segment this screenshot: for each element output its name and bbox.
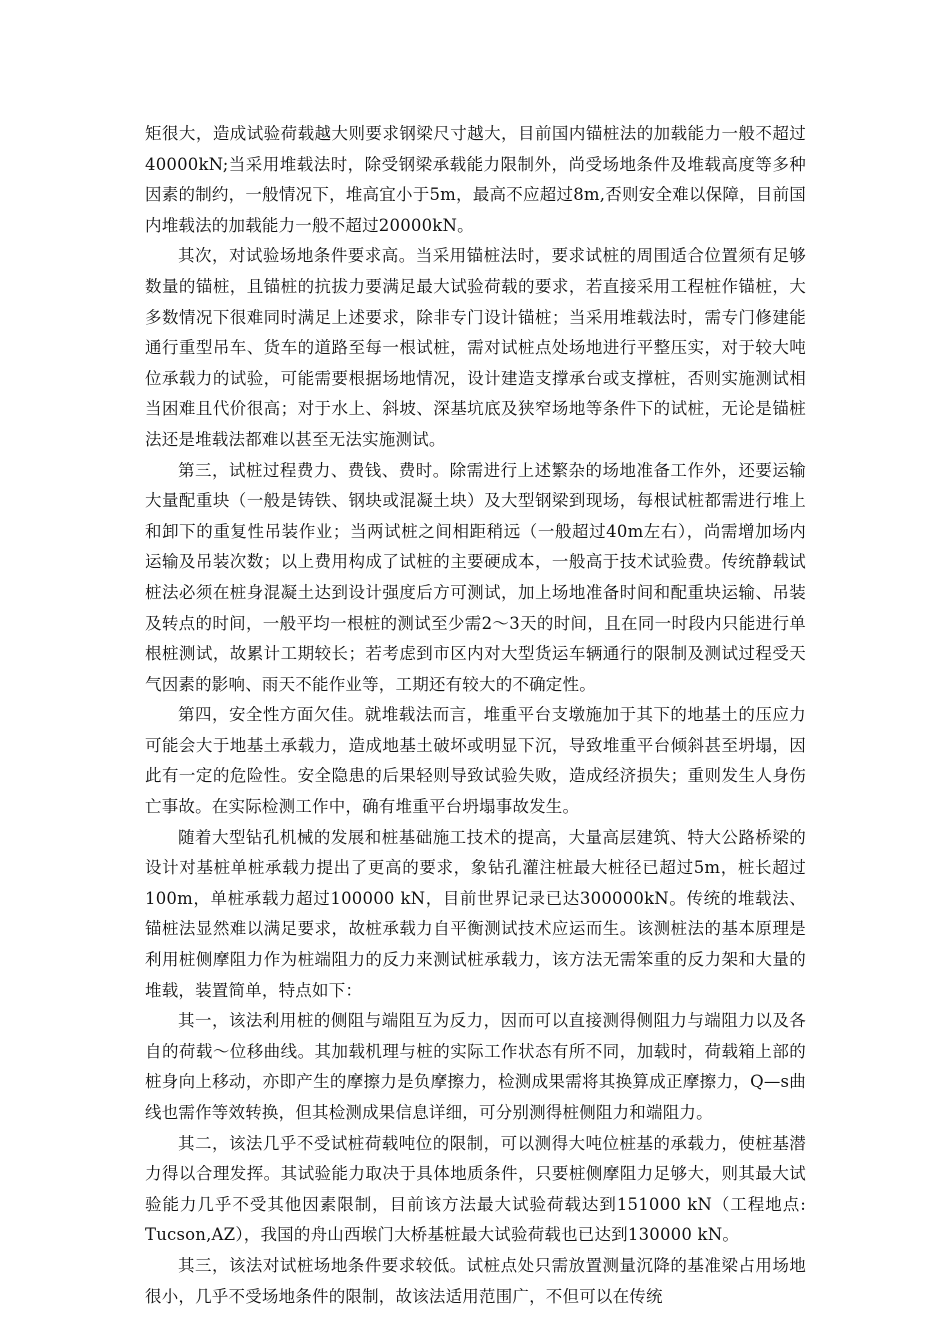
paragraph-2: 其次，对试验场地条件要求高。当采用锚桩法时，要求试桩的周围适合位置须有足够数量的锚桩，且锚桩的抗拔力要满足最大试验荷载的要求，若直接采用工程桩作锚桩，大多数情况下很难同时满足上述要求，除非专门设计锚桩；当采用堆载法时，需专门修建能通行重型吊车、货车的道路至每一根试桩，需对试桩点处场地进行平整压实，对于较大吨位承载力的试验，可能需要根据场地情况，设计建造支撑承台或支撑桩，否则实施测试相当困难且代价很高；对于水上、斜坡、深基坑底及狭窄场地等条件下的试桩，无论是锚桩法还是堆载法都难以甚至无法实施测试。	[145, 246, 806, 449]
paragraph-7: 其二，该法几乎不受试桩荷载吨位的限制，可以测得大吨位桩基的承载力，使桩基潜力得以合理发挥。其试验能力取决于具体地质条件，只要桩侧摩阻力足够大，则其最大试验能力几乎不受其他因素限制，目前该方法最大试验荷载达到151000 kN（工程地点: Tucson,AZ），我国的舟山西堠门大桥基桩最大试验荷载也已达到130000 kN。	[145, 1133, 806, 1245]
paragraph-1: 矩很大，造成试验荷载越大则要求钢梁尺寸越大，目前国内锚桩法的加载能力一般不超过40000kN;当采用堆载法时，除受钢梁承载能力限制外，尚受场地条件及堆载高度等多种因素的制约，一般情况下，堆高宜小于5m，最高不应超过8m,否则安全难以保障，目前国内堆载法的加载能力一般不超过20000kN。	[145, 124, 806, 235]
paragraph-6: 其一，该法利用桩的侧阻与端阻互为反力，因而可以直接测得侧阻力与端阻力以及各自的荷载～位移曲线。其加载机理与桩的实际工作状态有所不同，加载时，荷载箱上部的桩身向上移动，亦即产生的摩擦力是负摩擦力，检测成果需将其换算成正摩擦力，Q—s曲线也需作等效转换，但其检测成果信息详细，可分别测得桩侧阻力和端阻力。	[145, 1011, 806, 1122]
paragraph-8: 其三，该法对试桩场地条件要求较低。试桩点处只需放置测量沉降的基准梁占用场地很小，几乎不受场地条件的限制，故该法适用范围广，不但可以在传统	[145, 1255, 806, 1306]
paragraph-5: 随着大型钻孔机械的发展和桩基础施工技术的提高，大量高层建筑、特大公路桥梁的设计对基桩单桩承载力提出了更高的要求，象钻孔灌注桩最大桩径已超过5m，桩长超过100m，单桩承载力超过100000 kN，目前世界记录已达300000kN。传统的堆载法、锚桩法显然难以满足要求，故桩承载力自平衡测试技术应运而生。该测桩法的基本原理是利用桩侧摩阻力作为桩端阻力的反力来测试桩承载力，该方法无需笨重的反力架和大量的堆载，装置简单，特点如下：	[145, 827, 806, 1000]
paragraph-3: 第三，试桩过程费力、费钱、费时。除需进行上述繁杂的场地准备工作外，还要运输大量配重块（一般是铸铁、钢块或混凝土块）及大型钢梁到现场，每根试桩都需进行堆上和卸下的重复性吊装作业；当两试桩之间相距稍远（一般超过40m左右），尚需增加场内运输及吊装次数；以上费用构成了试桩的主要硬成本，一般高于技术试验费。传统静载试桩法必须在桩身混凝土达到设计强度后方可测试，加上场地准备时间和配重块运输、吊装及转点的时间，一般平均一根桩的测试至少需2～3天的时间，且在同一时段内只能进行单根桩测试，故累计工期较长；若考虑到市区内对大型货运车辆通行的限制及测试过程受天气因素的影响、雨天不能作业等，工期还有较大的不确定性。	[145, 460, 806, 694]
document-body	[145, 119, 806, 1312]
paragraph-4: 第四，安全性方面欠佳。就堆载法而言，堆重平台支墩施加于其下的地基土的压应力可能会大于地基土承载力，造成地基土破坏或明显下沉，导致堆重平台倾斜甚至坍塌，因此有一定的危险性。安全隐患的后果轻则导致试验失败，造成经济损失；重则发生人身伤亡事故。在实际检测工作中，确有堆重平台坍塌事故发生。	[145, 705, 806, 817]
